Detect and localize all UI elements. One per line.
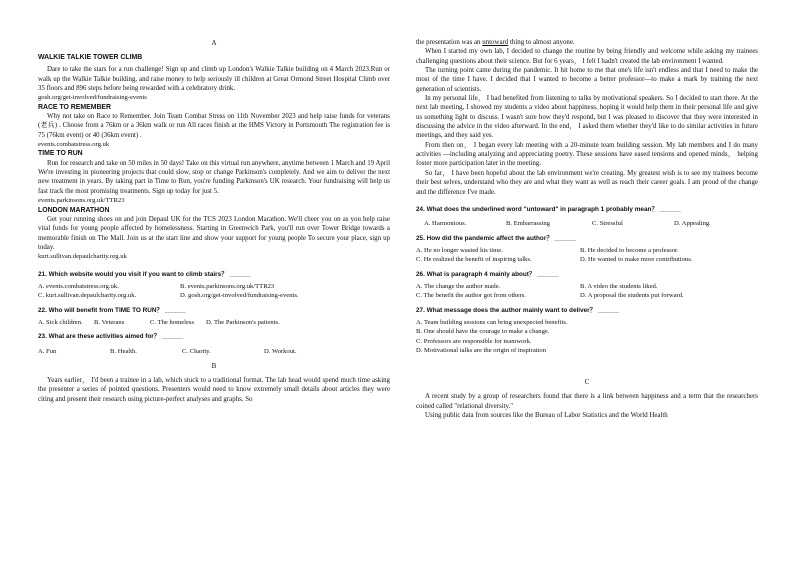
section-b-paragraph-1-end: the presentation was an untoward thing to almost anyone. xyxy=(416,39,575,46)
q24-option-b[interactable]: B. Embarrassing xyxy=(506,220,550,228)
london-marathon-text: Get your running shoes on and join Depaul UK for the TCS 2023 London Marathon. We'll cheer you on as you help raise vital funds for young people affected by homelessness. Starting in Greenwich Park, you'll run over Tower Bridge towards a memorable finish on The Mall. Join us at the start line and show your support for young people To secure your place, sign up today. xyxy=(38,215,390,251)
time-to-run-text: Run for research and take on 50 miles in 50 days! Take on this virtual run anywhere, anytime between 1 March and 19 April We're investing in pioneering projects that could slow, stop or change Parkinson's completely. And we aim to deliver the next new treatment in years. By taking part in Time to Run, you're funding Parkinson's UK research. Your fundraising will help us fast track the most promising treatments. Sign up today for just 5. xyxy=(38,159,390,195)
walkie-talkie-heading: WALKIE TALKIE TOWER CLIMB xyxy=(38,54,143,61)
section-b-paragraph-2: When I started my own lab, I decided to change the routine by being friendly and welcome while asking my trainees challenging questions about their science. But for 6 years， I felt I hadn't created the lab environment I wanted. xyxy=(416,48,758,65)
q27-option-b[interactable]: B. One should have the courage to make a change. xyxy=(416,328,550,336)
right-column xyxy=(416,38,758,420)
q22-option-d[interactable]: D. The Parkinson's patients. xyxy=(206,318,280,326)
q22-option-a[interactable]: A. Sick children. xyxy=(38,318,83,326)
q24-option-a[interactable]: A. Harmonious. xyxy=(424,220,467,228)
section-c-paragraph-2: Using public data from sources like the Bureau of Labor Statistics and the World Health xyxy=(425,412,668,419)
section-b-paragraph-6: So far， I have been hopeful about the lab environment we're creating. My greatest wish is to see my trainees become their best selves, understand who they are and what they want as well as reach their career goals. I am proud of the change and the difference I've made. xyxy=(416,169,758,196)
q26-option-c[interactable]: C. The benefit the author got from others. xyxy=(416,292,526,300)
q27-option-d[interactable]: D. Motivational talks are the origin of inspiration xyxy=(416,346,547,354)
race-to-remember-heading: RACE TO REMEMBER xyxy=(38,103,111,111)
q26-option-a[interactable]: A. The change the author made. xyxy=(416,282,501,290)
question-27: 27. What message does the author mainly want to deliver？ ______ xyxy=(416,306,620,314)
question-22-options xyxy=(38,318,390,327)
section-b-paragraph-3: The turning point came during the pandemic. It hit home to me that one's life isn't endless and that I need to make the most of the time I have. I decided that I wanted to become a better professor—to make a mark by training the next generation of scientists. xyxy=(416,67,758,93)
time-to-run-url: events.parkinsons.org.uk/TTR23 xyxy=(38,197,125,205)
london-marathon-url: kurt.sullivan.depaulcharity.org.uk xyxy=(38,253,127,261)
q23-option-a[interactable]: A. Fun xyxy=(38,347,57,355)
q27-option-a[interactable]: A. Team building sessions can bring unexpected benefits. xyxy=(416,318,568,326)
q25-option-c[interactable]: C. He realized the benefit of inspiring talks. xyxy=(416,256,532,264)
question-23-options xyxy=(38,347,390,356)
question-24: 24. What does the underlined word "untoward" in paragraph 1 probably mean？ ______ xyxy=(416,205,681,213)
section-b-label: B xyxy=(211,361,217,370)
q24-option-c[interactable]: C. Stressful xyxy=(592,220,623,228)
q25-option-a[interactable]: A. He no longer wasted his time. xyxy=(416,246,503,254)
section-b-paragraph-5: From then on， I began every lab meeting with a 20-minute team building session. My lab members and I do many activities —including analyzing and appreciating poetry. These sessions have eased tensions and opened minds， helping foster more participation later in the meeting. xyxy=(416,141,758,168)
q23-option-c[interactable]: C. Charity. xyxy=(182,347,211,355)
question-25: 25. How did the pandemic affect the author？ ______ xyxy=(416,234,576,242)
q22-option-b[interactable]: B. Veterans xyxy=(94,318,125,326)
section-c-label: C xyxy=(584,378,590,387)
question-21: 21. Which website would you visit if you want to climb stairs？ ______ xyxy=(38,270,251,278)
time-to-run-heading: TIME TO RUN xyxy=(38,150,83,158)
q21-option-d[interactable]: D. gosh.org/get-involved/fundraising-events. xyxy=(180,292,299,300)
q22-option-c[interactable]: C. The homeless xyxy=(150,318,195,326)
walkie-talkie-url: gosh.org/get-involved/fundraising-events xyxy=(38,94,147,102)
question-24-options xyxy=(416,219,758,228)
q25-option-b[interactable]: B. He decided to become a professor. xyxy=(580,246,679,254)
question-22: 22. Who will benefit from TIME TO RUN？ ______ xyxy=(38,306,186,314)
question-21-options xyxy=(38,282,390,291)
race-to-remember-text: Why not take on Race to Remember. Join Team Combat Stress on 11th November 2023 and help raise funds for veterans (老兵) . Choose from a 76km or a 36km walk or run All races finish at the HMS Victory in Portsmouth The registration fee is 75 (76km event) or 40 (36km event) . xyxy=(38,113,390,139)
q27-option-c[interactable]: C. Professors are responsible for teamwork. xyxy=(416,337,532,345)
walkie-talkie-text: Dare to take the stars for a run challenge! Sign up and climb up London's Walkie Talkie building on 4 March 2023.Run or walk up the Walkie Talkie building, and raise money to help seriously ill children at Great Ormond Street Hospital Climb over 35 floors and 896 steps before being rewarded with a celebratory drink. xyxy=(38,66,390,93)
section-b-paragraph-4: In my personal life， I had benefited from listening to talks by motivational speakers. So I decided to start there. At the next lab meeting, I showed my students a video about happiness, hoping it would help them in their personal life and give us something light to discuss. I wasn't sure how they'd respond, but I was pleased to discover that they were interested in discussing the advice in the video afterward. In the end， I asked them whether they'd like to do similar activities in future meetings, and they said yes. xyxy=(416,95,758,140)
q25-option-d[interactable]: D. He wanted to make more contributions. xyxy=(580,256,693,264)
underlined-word-untoward: untoward xyxy=(482,39,509,46)
section-b-paragraph-1: Years earlier， I'd been a trainee in a lab, which stuck to a traditional format. The lab head would spend much time asking the presenter a series of pointed questions. Presenters would need to know extremely small details about articles they were citing and present their research using picture-perfect analyses and graphs. So xyxy=(38,376,390,403)
q26-option-d[interactable]: D. A proposal the students put forward. xyxy=(580,292,684,300)
q23-option-d[interactable]: D. Workout. xyxy=(264,347,297,355)
question-26: 26. What is paragraph 4 mainly about？ ______ xyxy=(416,270,559,278)
q23-option-b[interactable]: B. Health. xyxy=(110,347,137,355)
section-c-paragraph-1: A recent study by a group of researchers found that there is a link between happiness and a term that the researchers coined called "relational diversity." xyxy=(416,393,758,410)
question-25-options xyxy=(416,246,758,255)
q21-option-b[interactable]: B. events.parkinsons.org.uk/TTR23 xyxy=(180,282,275,290)
q21-option-a[interactable]: A. events.combatstress.org.uk. xyxy=(38,282,119,290)
section-a-label: A xyxy=(211,39,217,47)
london-marathon-heading: LONDON MARATHON xyxy=(38,206,110,214)
q21-option-c[interactable]: C. kurt.sullivan.depaulcharity.org.uk. xyxy=(38,292,137,300)
question-23: 23. What are these activities aimed for？ ______ xyxy=(38,333,184,341)
race-to-remember-url: events.combatstress.org.uk xyxy=(38,141,110,149)
q24-option-d[interactable]: D. Appealing. xyxy=(674,220,711,228)
question-26-options xyxy=(416,282,758,291)
q26-option-b[interactable]: B. A video the students liked. xyxy=(580,282,658,290)
left-column xyxy=(38,38,390,404)
